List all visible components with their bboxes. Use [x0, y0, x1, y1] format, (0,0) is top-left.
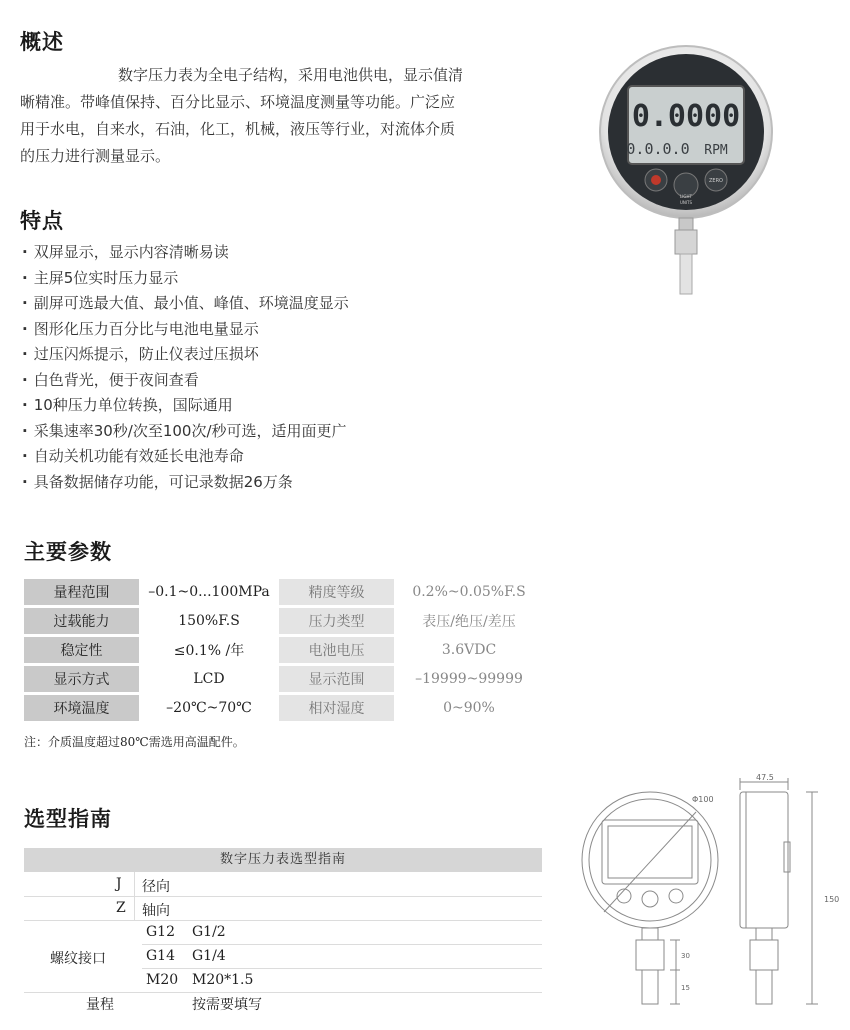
dim-thread: 15	[681, 984, 690, 992]
zero-label: ZERO	[709, 178, 723, 184]
param-value: 表压/绝压/差压	[422, 614, 516, 630]
param-value: 150%F.S	[178, 613, 240, 629]
row-divider	[24, 992, 542, 993]
param-label: 显示方式	[24, 666, 139, 692]
selection-table	[24, 848, 542, 1016]
param-value: –20℃~70℃	[166, 700, 252, 716]
units-label: UNITS	[679, 200, 693, 205]
front-hex	[636, 940, 664, 970]
feature-item: · 主屏5位实时压力显示	[22, 266, 349, 292]
overview-line: 用于水电，自来水，石油，化工，机械，液压等行业，对流体介质	[20, 120, 456, 138]
diameter-line	[604, 812, 696, 912]
feature-item: · 10种压力单位转换，国际通用	[22, 393, 349, 419]
feature-item: · 双屏显示，显示内容清晰易读	[22, 240, 349, 266]
params-row	[24, 579, 544, 605]
overview-line: 数字压力表为全电子结构，采用电池供电，显示值清	[118, 66, 464, 84]
lcd-sub-value: 0.0.0.0	[626, 140, 690, 158]
feature-item: · 具备数据储存功能，可记录数据26万条	[22, 470, 349, 496]
gauge-hex-nut	[675, 230, 697, 254]
feature-item: · 采集速率30秒/次至100次/秒可选，适用面更广	[22, 419, 349, 445]
row-divider	[24, 896, 542, 897]
front-button-outline	[669, 889, 683, 903]
feature-item: · 自动关机功能有效延长电池寿命	[22, 444, 349, 470]
side-body-outline	[740, 792, 788, 928]
feature-item: · 图形化压力百分比与电池电量显示	[22, 317, 349, 343]
thread-code: G12	[146, 924, 175, 940]
front-button-outline	[642, 891, 658, 907]
params-row	[24, 637, 544, 663]
side-hex	[750, 940, 778, 970]
thread-code: M20	[146, 972, 179, 988]
direction-code: Z	[116, 900, 126, 916]
thread-code: G14	[146, 948, 175, 964]
params-row	[24, 666, 544, 692]
param-value: –19999~99999	[415, 671, 523, 687]
front-thread	[642, 970, 658, 1004]
param-value: 0~90%	[443, 700, 495, 716]
direction-code: J	[116, 876, 122, 892]
params-row	[24, 695, 544, 721]
light-label: LIGHT	[680, 194, 692, 199]
direction-desc: 径向	[142, 879, 170, 895]
thread-desc: G1/2	[192, 924, 226, 940]
param-label: 显示范围	[279, 666, 394, 692]
params-title: 主要参数	[24, 540, 112, 564]
features-title: 特点	[20, 209, 64, 233]
param-label: 量程范围	[24, 579, 139, 605]
feature-item: · 副屏可选最大值、最小值、峰值、环境温度显示	[22, 291, 349, 317]
gauge-neck	[679, 218, 693, 230]
param-value: 0.2%~0.05%F.S	[412, 584, 526, 600]
side-thread	[756, 970, 772, 1004]
lcd-sub-unit: RPM	[704, 143, 728, 158]
side-knob	[784, 842, 790, 872]
param-label: 电池电压	[279, 637, 394, 663]
range-label: 量程	[86, 997, 114, 1013]
lcd-main-value: 0.0000	[631, 99, 741, 134]
front-face-outline	[589, 799, 711, 921]
front-neck	[642, 928, 658, 940]
selection-title: 选型指南	[24, 807, 112, 831]
dim-hex: 30	[681, 952, 690, 960]
dim-depth: 47.5	[756, 773, 774, 782]
dim-diameter: Φ100	[692, 795, 714, 804]
range-desc: 按需要填写	[192, 997, 262, 1013]
dim-height: 150	[824, 895, 840, 904]
thread-desc: M20*1.5	[192, 972, 254, 988]
selection-table-title: 数字压力表选型指南	[24, 848, 542, 872]
power-icon	[651, 175, 661, 185]
feature-list	[22, 240, 349, 495]
overview-line: 晰精准。带峰值保持、百分比显示、环境温度测量等功能。广泛应	[20, 93, 456, 111]
param-value: 3.6VDC	[441, 642, 497, 658]
row-divider	[142, 968, 542, 969]
front-lcd-inner	[608, 826, 692, 878]
params-table	[24, 576, 544, 724]
thread-desc: G1/4	[192, 948, 226, 964]
param-label: 压力类型	[279, 608, 394, 634]
param-label: 过载能力	[24, 608, 139, 634]
col-divider	[134, 872, 135, 920]
feature-item: · 过压闪烁提示，防止仪表过压损坏	[22, 342, 349, 368]
params-note: 注：介质温度超过80℃需选用高温配件。	[24, 735, 245, 749]
params-row	[24, 608, 544, 634]
front-lcd-outline	[602, 820, 698, 884]
param-label: 环境温度	[24, 695, 139, 721]
feature-item: · 白色背光，便于夜间查看	[22, 368, 349, 394]
param-label: 相对湿度	[279, 695, 394, 721]
overview-title: 概述	[20, 30, 64, 54]
param-label: 稳定性	[24, 637, 139, 663]
param-value: ≤0.1% /年	[173, 643, 245, 659]
param-value: –0.1~0...100MPa	[148, 584, 270, 600]
overview-paragraph	[20, 62, 540, 170]
row-divider	[142, 944, 542, 945]
gauge-thread-stem	[680, 254, 692, 294]
param-label: 精度等级	[279, 579, 394, 605]
dimension-drawing	[580, 772, 842, 1022]
param-value: LCD	[193, 671, 225, 687]
row-divider	[24, 920, 542, 921]
gauge-photo	[596, 40, 776, 305]
overview-line: 的压力进行测量显示。	[20, 147, 171, 165]
direction-desc: 轴向	[142, 903, 170, 919]
thread-label: 螺纹接口	[50, 951, 106, 967]
